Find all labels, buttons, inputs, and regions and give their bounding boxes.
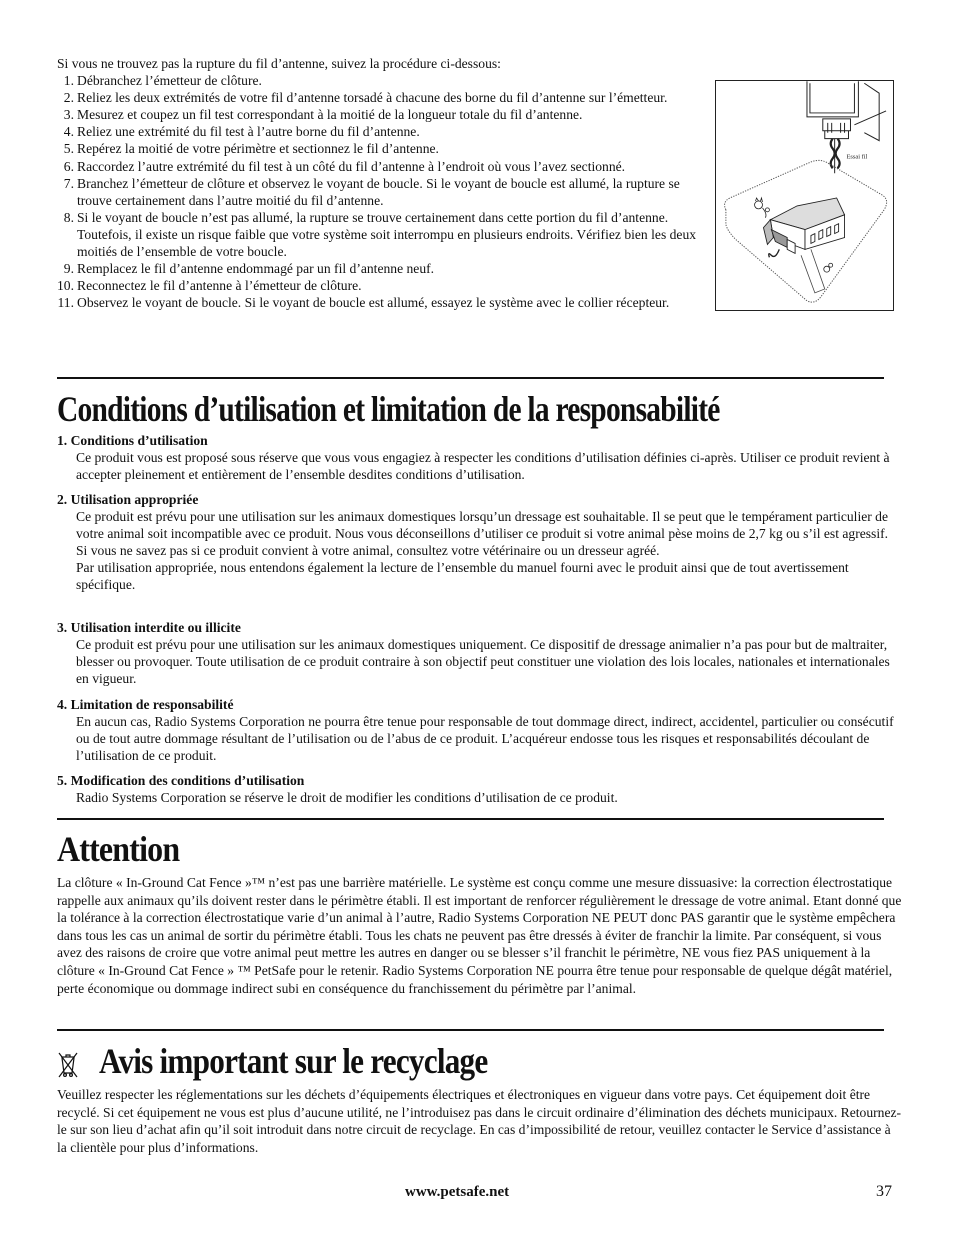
recycling-heading: Avis important sur le recyclage	[99, 1041, 488, 1081]
step-text: Observez le voyant de boucle. Si le voyant de boucle est allumé, essayez le système avec le collier récepteur.	[77, 295, 670, 311]
step-text: Reconnectez le fil d’antenne à l’émetteur de clôture.	[77, 278, 362, 294]
condition-item	[57, 772, 902, 806]
procedure-step	[57, 209, 717, 260]
procedure-step	[57, 140, 717, 157]
step-text: Repérez la moitié de votre périmètre et sectionnez le fil d’antenne.	[77, 141, 439, 157]
house-icon	[763, 198, 844, 253]
footer-website: www.petsafe.net	[405, 1184, 510, 1200]
procedure-step	[57, 158, 717, 175]
wire-test-label: Essai fil	[846, 153, 868, 161]
step-number: 3.	[63, 107, 74, 123]
condition-item	[57, 432, 902, 483]
condition-item	[57, 619, 902, 687]
procedure-step	[57, 277, 717, 294]
step-number: 10.	[57, 278, 74, 294]
transmitter-icon	[807, 81, 886, 140]
recycling-heading-row	[57, 1040, 540, 1083]
step-number: 7.	[63, 175, 74, 191]
condition-heading: 4. Limitation de responsabilité	[57, 697, 234, 712]
step-text: Si le voyant de boucle n’est pas allumé, la rupture se trouve certainement dans cette portion du fil d’antenne. Toutefois, il existe un risque faible que votre système soit interrompu en plusieurs endroits. Vérifiez bien les deux moitiés de l’ensemble de votre boucle.	[77, 209, 697, 260]
condition-text: Par utilisation appropriée, nous entendons également la lecture de l’ensemble du manuel fourni avec le produit ainsi que de tout avertissement spécifique.	[76, 560, 849, 593]
condition-text: Ce produit est prévu pour une utilisation sur les animaux domestiques lorsqu’un dressage est souhaitable. Il se peut que le tempérament particulier de votre animal soit incompatible avec ce produit. Nous vous déconseillons d’utiliser ce produit si votre animal pèse moins de 2,7 kg ou s’il est agressif. Si vous ne savez pas si ce produit convient à votre animal, consultez votre vétérinaire ou un dresseur agréé.	[76, 509, 889, 559]
procedure-lead: Si vous ne trouvez pas la rupture du fil d’antenne, suivez la procédure ci-dessous:	[57, 56, 501, 71]
step-number: 9.	[63, 261, 74, 277]
step-number: 6.	[63, 158, 74, 174]
procedure-step	[57, 123, 717, 140]
conditions-heading: Conditions d’utilisation et limitation de la responsabilité	[57, 389, 720, 429]
step-number: 1.	[63, 73, 74, 89]
procedure-step	[57, 89, 717, 106]
step-number: 11.	[57, 295, 74, 311]
condition-text: Ce produit vous est proposé sous réserve que vous vous engagiez à respecter les conditions d’utilisation définies ci-après. Utiliser ce produit revient à accepter pleinement et entièrement de l’ensemble desdites conditions d’utilisation.	[76, 450, 890, 483]
condition-item	[57, 696, 902, 764]
step-text: Branchez l’émetteur de clôture et observez le voyant de boucle. Si le voyant de boucle est allumé, la rupture se trouve certainement dans l’autre moitié du fil d’antenne.	[77, 175, 680, 208]
condition-heading: 5. Modification des conditions d’utilisation	[57, 773, 305, 788]
attention-text: La clôture « In-Ground Cat Fence »™ n’est pas une barrière matérielle. Le système est conçu comme une mesure dissuasive: la correction électrostatique rappelle aux animaux qu’ils doivent rester dans le périmètre établi. Il est important de renforcer régulièrement le dressage de votre animal. Etant donné que la tolérance à la correction électrostatique varie d’un animal à l’autre, Radio Systems Corporation NE PEUT donc PAS garantir que le système empêchera dans tous les cas un animal de sortir du périmètre établi. Tous les chats ne peuvent pas être dressés à éviter de franchir la limite. Par conséquent, si vous avez des raisons de croire que votre animal peut mettre les autres en danger ou se blesser s’il franchit le périmètre, NE vous fiez PAS uniquement à la clôture « In-Ground Cat Fence » ™ PetSafe pour le retenir. Radio Systems Corporation NE pourra être tenue pour responsable de quelque dégât matériel, perte économique ou dommage indirect subi en conséquence du franchissement du périmètre par l’animal.	[57, 875, 902, 996]
condition-heading: 2. Utilisation appropriée	[57, 492, 199, 507]
step-text: Reliez les deux extrémités de votre fil d’antenne torsadé à chacune des borne du fil d’antenne sur l’émetteur.	[77, 90, 668, 106]
step-number: 5.	[63, 141, 74, 157]
condition-text: Radio Systems Corporation se réserve le droit de modifier les conditions d’utilisation de ce produit.	[76, 790, 618, 806]
section-divider	[57, 818, 884, 820]
condition-text: En aucun cas, Radio Systems Corporation ne pourra être tenue pour responsable de tout dommage direct, indirect, accidentel, particulier ou consécutif ou de tout autre dommage résultant de l’utilisation ou de l’abus de ce produit. L’acquéreur endosse tous les risques et responsabilités découlant de l’utilisation de ce produit.	[76, 714, 894, 764]
procedure-step	[57, 175, 717, 209]
wire-test-figure	[715, 80, 894, 311]
step-number: 2.	[63, 90, 74, 106]
section-divider	[57, 377, 884, 379]
wire-test-illustration	[716, 81, 893, 310]
step-text: Débranchez l’émetteur de clôture.	[77, 73, 262, 89]
cat-icon	[755, 198, 770, 218]
step-text: Mesurez et coupez un fil test correspondant à la moitié de la longueur totale du fil d’antenne.	[77, 107, 583, 123]
crossed-bin-icon	[57, 1051, 79, 1079]
attention-heading: Attention	[57, 829, 180, 869]
page-number: 37	[876, 1183, 892, 1200]
procedure-step	[57, 106, 717, 123]
section-divider	[57, 1029, 884, 1031]
driveway	[801, 249, 825, 293]
step-number: 8.	[63, 209, 74, 225]
condition-heading: 3. Utilisation interdite ou illicite	[57, 620, 241, 635]
step-text: Raccordez l’autre extrémité du fil test à un côté du fil d’antenne à l’endroit où vous l’avez sectionné.	[77, 158, 626, 174]
twisted-wire	[831, 139, 835, 169]
recycling-text: Veuillez respecter les réglementations sur les déchets d’équipements électriques et électroniques en vigueur dans votre pays. Cet équipement doit être recyclé. Si cet équipement ne vous est plus d’aucune utilité, ne l’introduisez pas dans le circuit ordinaire d’élimination des déchets municipaux. Retournez-le sur son lieu d’achat afin qu’il soit introduit dans notre circuit de recyclage. En cas d’impossibilité de retour, veuillez contacter le Service d’assistance à la clientèle pour plus d’informations.	[57, 1087, 902, 1155]
tree-icon	[824, 263, 833, 272]
step-number: 4.	[63, 124, 74, 140]
procedure-step	[57, 72, 717, 89]
condition-item	[57, 491, 902, 594]
step-text: Remplacez le fil d’antenne endommagé par un fil d’antenne neuf.	[77, 261, 435, 277]
step-text: Reliez une extrémité du fil test à l’autre borne du fil d’antenne.	[77, 124, 420, 140]
condition-text: Ce produit est prévu pour une utilisation sur les animaux domestiques uniquement. Ce dispositif de dressage animalier n’a pas pour but de maltraiter, blesser ou provoquer. Toute utilisation de ce produit contraire à son objectif peut constituer une violation des lois locales, nationales et internationales en vigueur.	[76, 637, 890, 687]
condition-heading: 1. Conditions d’utilisation	[57, 433, 208, 448]
procedure-step	[57, 260, 717, 277]
